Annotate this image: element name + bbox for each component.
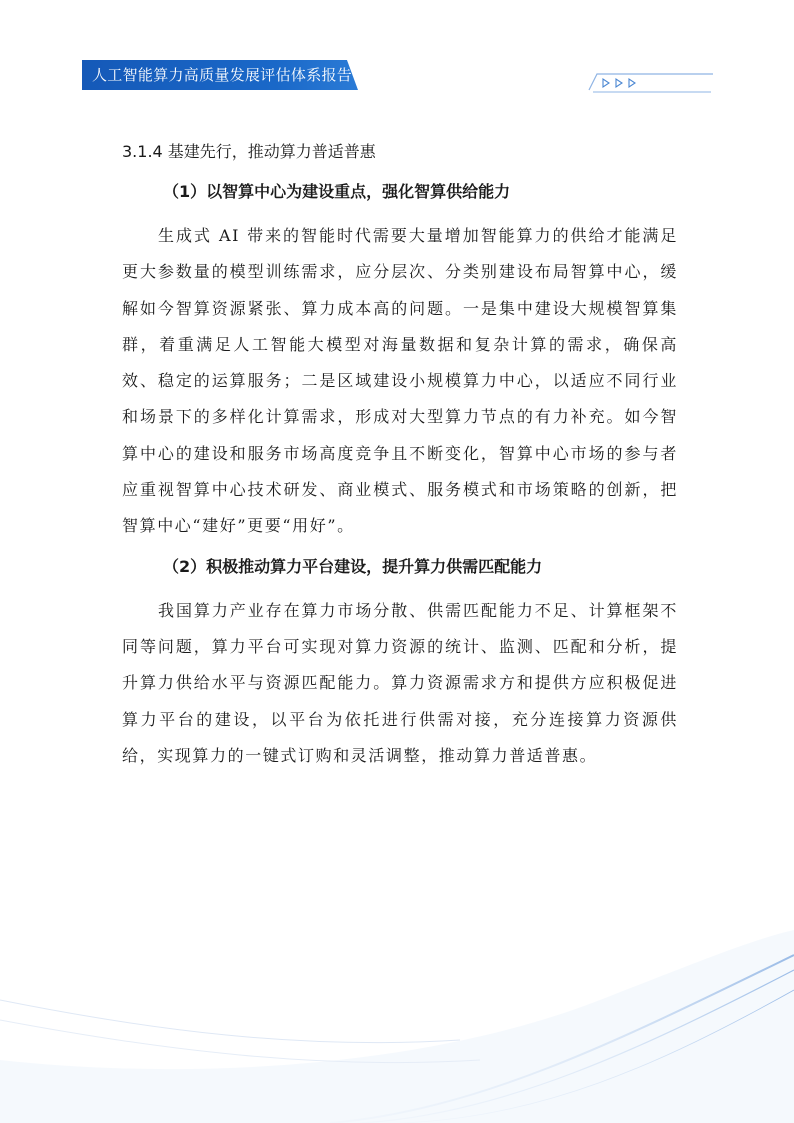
section-heading: 3.1.4 基建先行，推动算力普适普惠 xyxy=(122,142,376,161)
arrow-icon xyxy=(616,79,622,87)
header-title: 人工智能算力高质量发展评估体系报告 xyxy=(92,66,353,84)
header-decoration xyxy=(585,70,715,96)
arrow-icon xyxy=(603,79,609,87)
subsection-heading: （2）积极推动算力平台建设，提升算力供需匹配能力 xyxy=(163,556,543,576)
wave-fill xyxy=(0,930,794,1123)
page-content xyxy=(122,140,678,784)
arrow-icon xyxy=(629,79,635,87)
body-paragraph: 我国算力产业存在算力市场分散、供需匹配能力不足、计算框架不同等问题，算力平台可实现对算力资源的统计、监测、匹配和分析，提升算力供给水平与资源匹配能力。算力资源需求方和提供方应积极促进算力平台的建设，以平台为依托进行供需对接，充分连接算力资源供给，实现算力的一键式订购和灵活调整，推动算力普适普惠。 xyxy=(122,600,678,765)
wave-line xyxy=(0,1000,460,1043)
body-paragraph: 生成式 AI 带来的智能时代需要大量增加智能算力的供给才能满足更大参数量的模型训练需求，应分层次、分类别建设布局智算中心，缓解如今智算资源紧张、算力成本高的问题。一是集中建设大规模智算集群，着重满足人工智能大模型对海量数据和复杂计算的需求，确保高效、稳定的运算服务；二是区域建设小规模算力中心，以适应不同行业和场景下的多样化计算需求，形成对大型算力节点的有力补充。如今智算中心的建设和服务市场高度竞争且不断变化，智算中心市场的参与者应重视智算中心技术研发、商业模式、服务模式和市场策略的创新，把智算中心“建好”更要“用好”。 xyxy=(122,226,678,536)
background-wave-decoration xyxy=(0,880,794,1123)
subsection-heading: （1）以智算中心为建设重点，强化智算供给能力 xyxy=(163,182,511,201)
